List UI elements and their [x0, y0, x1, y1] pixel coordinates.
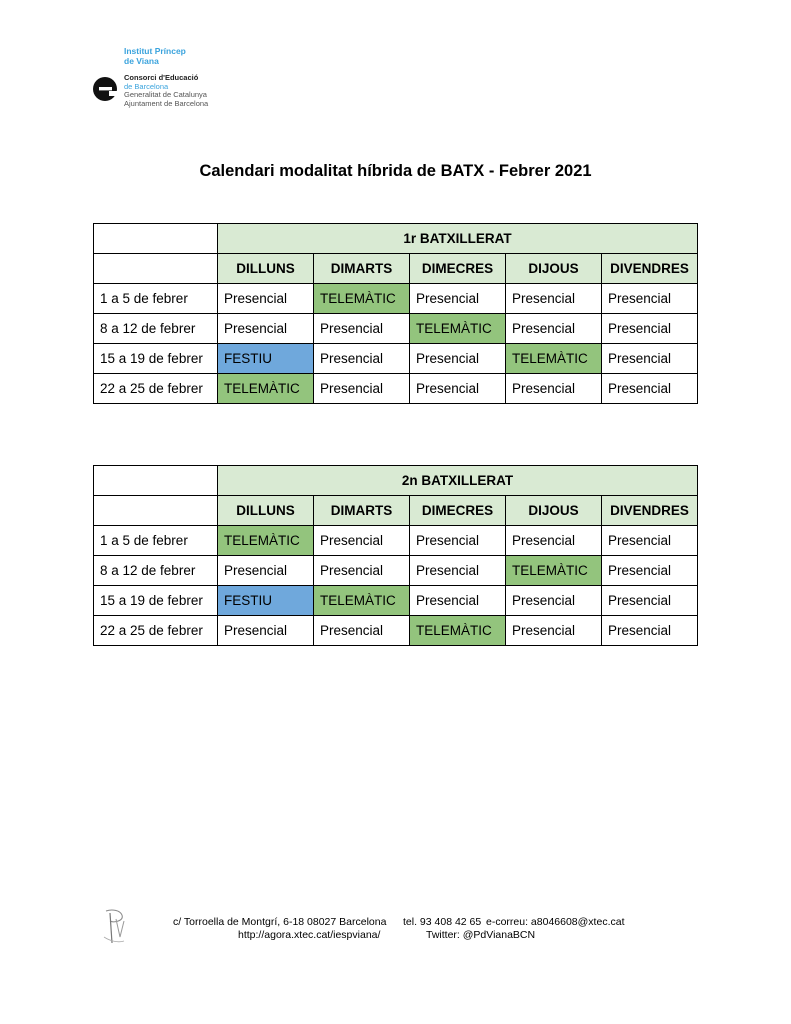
schedule-cell: TELEMÀTIC — [506, 344, 602, 374]
consorci-e-logo-icon — [92, 74, 118, 104]
schedule-cell: TELEMÀTIC — [218, 374, 314, 404]
empty-corner-cell — [94, 466, 218, 496]
calendar-table-2n — [93, 465, 698, 646]
table-row — [94, 526, 698, 556]
week-label: 1 a 5 de febrer — [94, 526, 218, 556]
empty-corner-cell — [94, 224, 218, 254]
week-label: 22 a 25 de febrer — [94, 374, 218, 404]
schedule-cell: TELEMÀTIC — [506, 556, 602, 586]
day-header: DIJOUS — [506, 496, 602, 526]
schedule-cell: FESTIU — [218, 344, 314, 374]
consortium-name — [124, 74, 208, 108]
footer-address: c/ Torroella de Montgrí, 6-18 08027 Barcelona — [173, 916, 387, 928]
schedule-cell: TELEMÀTIC — [314, 284, 410, 314]
day-header: DIMECRES — [410, 254, 506, 284]
schedule-cell: Presencial — [314, 374, 410, 404]
course-heading: 1r BATXILLERAT — [218, 224, 698, 254]
schedule-cell: Presencial — [410, 586, 506, 616]
week-label: 15 a 19 de febrer — [94, 586, 218, 616]
footer-twitter: Twitter: @PdVianaBCN — [426, 929, 536, 941]
table-row — [94, 314, 698, 344]
consortium-line-2: de Barcelona — [124, 81, 169, 91]
table-row — [94, 344, 698, 374]
schedule-cell: Presencial — [602, 526, 698, 556]
day-header: DILLUNS — [218, 254, 314, 284]
schedule-cell: Presencial — [218, 556, 314, 586]
schedule-cell: Presencial — [410, 526, 506, 556]
institute-name-line-2: de Viana — [124, 56, 159, 66]
schedule-cell: Presencial — [314, 616, 410, 646]
day-header: DIVENDRES — [602, 254, 698, 284]
day-header: DIVENDRES — [602, 496, 698, 526]
school-monogram-icon — [100, 907, 128, 947]
schedule-cell: Presencial — [314, 314, 410, 344]
footer-phone: tel. 93 408 42 65 — [403, 916, 482, 928]
schedule-cell: TELEMÀTIC — [410, 314, 506, 344]
course-heading: 2n BATXILLERAT — [218, 466, 698, 496]
institution-logo — [92, 46, 232, 116]
week-label: 1 a 5 de febrer — [94, 284, 218, 314]
consortium-line-4: Ajuntament de Barcelona — [124, 98, 209, 108]
days-header-row — [94, 254, 698, 284]
table-row — [94, 586, 698, 616]
day-header: DIJOUS — [506, 254, 602, 284]
schedule-cell: Presencial — [314, 556, 410, 586]
schedule-cell: Presencial — [410, 374, 506, 404]
institute-name — [124, 46, 186, 66]
days-header-row — [94, 496, 698, 526]
week-label: 15 a 19 de febrer — [94, 344, 218, 374]
table-row — [94, 616, 698, 646]
schedule-cell: Presencial — [506, 374, 602, 404]
day-header: DILLUNS — [218, 496, 314, 526]
schedule-cell: Presencial — [602, 374, 698, 404]
day-header: DIMARTS — [314, 496, 410, 526]
schedule-cell: Presencial — [410, 284, 506, 314]
schedule-cell: Presencial — [218, 284, 314, 314]
schedule-cell: Presencial — [506, 526, 602, 556]
table-row — [94, 284, 698, 314]
empty-corner-cell — [94, 496, 218, 526]
schedule-cell: FESTIU — [218, 586, 314, 616]
schedule-cell: Presencial — [218, 314, 314, 344]
schedule-cell: Presencial — [602, 314, 698, 344]
schedule-cell: TELEMÀTIC — [314, 586, 410, 616]
schedule-cell: Presencial — [602, 586, 698, 616]
week-label: 8 a 12 de febrer — [94, 314, 218, 344]
schedule-cell: Presencial — [506, 586, 602, 616]
schedule-cell: Presencial — [410, 344, 506, 374]
schedule-cell: Presencial — [218, 616, 314, 646]
footer-email: e-correu: a8046608@xtec.cat — [486, 916, 625, 928]
calendar-table-1r — [93, 223, 698, 404]
schedule-cell: TELEMÀTIC — [410, 616, 506, 646]
empty-corner-cell — [94, 254, 218, 284]
schedule-cell: Presencial — [314, 344, 410, 374]
schedule-cell: Presencial — [314, 526, 410, 556]
footer-website-link[interactable]: http://agora.xtec.cat/iespviana/ — [238, 929, 381, 941]
schedule-cell: Presencial — [506, 616, 602, 646]
day-header: DIMARTS — [314, 254, 410, 284]
schedule-cell: Presencial — [602, 556, 698, 586]
table-row — [94, 556, 698, 586]
schedule-cell: Presencial — [506, 314, 602, 344]
consortium-line-3: Generalitat de Catalunya — [124, 90, 207, 100]
schedule-cell: Presencial — [506, 284, 602, 314]
week-label: 8 a 12 de febrer — [94, 556, 218, 586]
schedule-cell: Presencial — [602, 344, 698, 374]
table-heading-row — [94, 466, 698, 496]
week-label: 22 a 25 de febrer — [94, 616, 218, 646]
table-row — [94, 374, 698, 404]
schedule-cell: Presencial — [602, 616, 698, 646]
schedule-cell: Presencial — [602, 284, 698, 314]
schedule-cell: TELEMÀTIC — [218, 526, 314, 556]
day-header: DIMECRES — [410, 496, 506, 526]
schedule-cell: Presencial — [410, 556, 506, 586]
institute-name-line-1: Institut Príncep — [124, 46, 186, 56]
consortium-line-1: Consorci d'Educació — [124, 73, 199, 82]
table-heading-row — [94, 224, 698, 254]
page-title: Calendari modalitat híbrida de BATX - Febrer 2021 — [199, 162, 592, 180]
